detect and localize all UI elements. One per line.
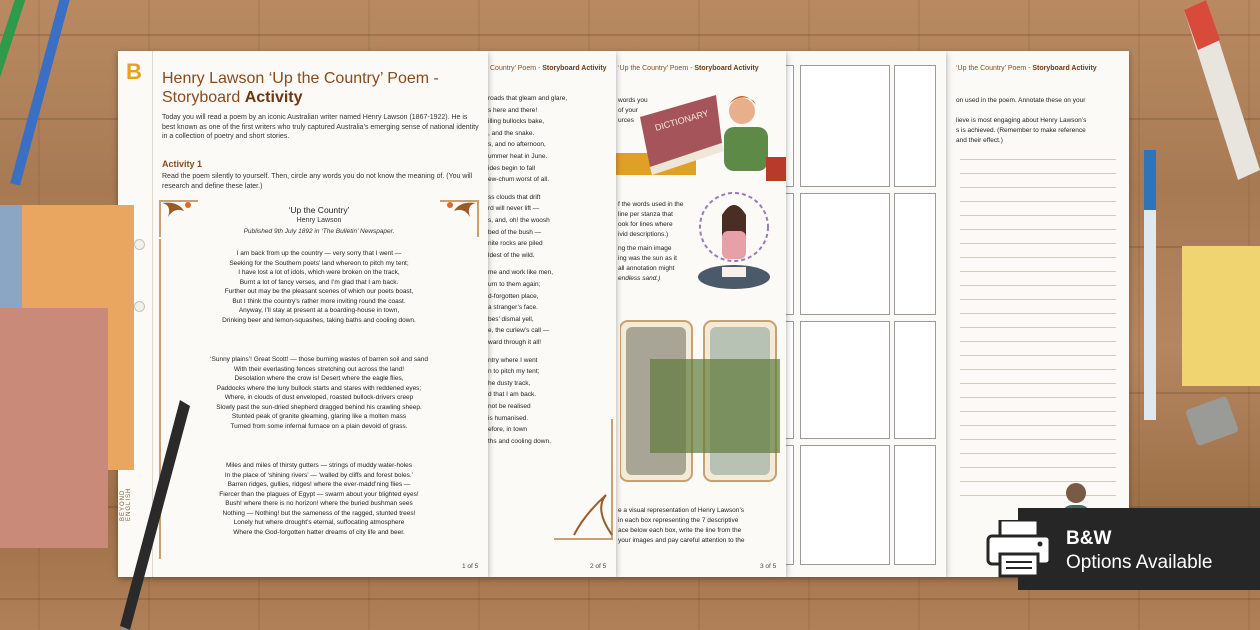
page-2 <box>488 51 616 577</box>
poem-line: ew-chum worst of all. <box>488 176 550 184</box>
poem-line: a stranger’s face. <box>488 304 538 312</box>
page-number: 2 of 5 <box>590 563 607 570</box>
storyboard-box <box>786 65 794 187</box>
poem-line: ldest of the wild. <box>488 251 535 259</box>
writing-line <box>960 313 1116 314</box>
writing-line <box>960 453 1116 454</box>
storyboard-box <box>800 193 890 315</box>
page-5 <box>946 51 1129 577</box>
storyboard-box <box>894 445 936 565</box>
instruction-line: ivid descriptions.) <box>618 231 669 238</box>
instruction-line: on used in the poem. Annotate these on your <box>956 97 1086 104</box>
poem-line: e, the curlew’s call — <box>488 327 550 335</box>
page-number: 1 of 5 <box>462 563 479 570</box>
poem-line: bed of the bush — <box>488 228 542 236</box>
poem-line: d-forgotten place, <box>488 292 539 300</box>
instruction-line: your images and pay careful attention to the <box>618 537 745 544</box>
storyboard-box <box>786 445 794 565</box>
poem-line: Anyway, I’ll stay at present at a boarding-house in town, <box>238 307 400 314</box>
poem-line: Nothing — Nothing! but the sameness of the ragged, stunted trees! <box>222 509 416 517</box>
writing-line <box>960 173 1116 174</box>
poem-line: efore, in town <box>488 426 528 434</box>
poem-line: Desolation where the crow is! Desert where the eagle flies, <box>234 375 404 382</box>
book-label: DICTIONARY <box>653 108 710 133</box>
poem-line: nite rocks are piled <box>488 240 543 248</box>
poem-line: Fiercer than the plagues of Egypt — swarm about your blighted eyes! <box>219 490 419 498</box>
instruction-line: ng the main image <box>618 245 672 252</box>
storyboard-box <box>894 65 936 187</box>
poem-line: not be realised <box>488 403 531 410</box>
page-title: Henry Lawson ‘Up the Country’ Poem - Storyboard Activity <box>162 70 439 106</box>
writing-line <box>960 383 1116 384</box>
binder-hole <box>134 301 145 312</box>
notebook-pink-illustration <box>0 308 108 548</box>
poem-line: Bush! where there is no horizon! where the buried bushman sees <box>225 500 413 507</box>
poem-line: ward through it all! <box>488 339 542 346</box>
brand-logo: B <box>126 59 142 84</box>
writing-line <box>960 257 1116 258</box>
instruction-line: ace below each box, write the line from the <box>618 527 742 534</box>
poem-line: Stunted peak of granite gleaming, glaring like a molten mass <box>231 413 407 420</box>
poem-line: is humanised. <box>488 414 529 422</box>
instruction-line: in each box representing the 7 descriptive <box>618 517 739 524</box>
poem-line: Where the God-forgotten hatter dreams of city life and beer. <box>233 528 405 536</box>
instruction-line: e a visual representation of Henry Lawson’s <box>618 507 744 514</box>
reading-girl-illustration <box>692 185 776 305</box>
poem-line: , and the snake. <box>488 129 535 137</box>
poem-line: roads that gleam and glare, <box>488 95 568 102</box>
poem-line: s, and, oh! the woosh <box>488 217 550 224</box>
writing-line <box>960 369 1116 370</box>
writing-line <box>960 327 1116 328</box>
ornament-corner-icon <box>554 419 616 545</box>
instruction-line: lieve is most engaging about Henry Lawson’s <box>956 117 1087 124</box>
instruction-line: urces <box>618 117 634 124</box>
storyboard-box <box>786 193 794 315</box>
sticky-note-illustration <box>1182 246 1260 386</box>
poem-line: s here and there! <box>488 106 538 114</box>
poem-line: Turned from some infernal furnace on a plain devoid of grass. <box>230 422 408 430</box>
instruction-line: ing was the sun as it <box>618 255 677 262</box>
poem-line: illing bullocks bake, <box>488 118 545 126</box>
brand-wordmark: BEYOND ENGLISH <box>120 487 132 521</box>
poem-line: ummer heat in June. <box>488 153 548 160</box>
writing-line <box>960 159 1116 160</box>
instruction-line: endless sand.) <box>618 275 661 282</box>
poem-stanza-3 <box>158 461 480 537</box>
binder-hole <box>134 239 145 250</box>
poem-line: ‘Sunny plains’! Great Scott! — those burning wastes of barren soil and sand <box>210 356 428 363</box>
wood-grain <box>0 34 1260 36</box>
poem-stanza-1 <box>158 249 480 325</box>
poem-line: Drinking beer and lemon-squashes, taking baths and cooling down. <box>222 316 416 324</box>
poem-line: d that I am back. <box>488 391 537 399</box>
poem-line: bes’ dismal yell, <box>488 315 534 323</box>
poem-line: urn to them again; <box>488 281 541 288</box>
poem-line: I have lost a lot of idols, which were broken on the track, <box>238 269 400 276</box>
poem-line: Lonely hut where drought’s eternal, suffocating atmosphere <box>233 519 405 526</box>
storyboard-box <box>894 193 936 315</box>
poem-stanza-2 <box>158 355 480 431</box>
writing-line <box>960 439 1116 440</box>
poem-author: Henry Lawson <box>296 217 342 224</box>
poem-line: ss clouds that drift <box>488 193 541 201</box>
storyboard-box <box>800 445 890 565</box>
poem-line: ides begin to fall <box>488 164 535 172</box>
intro-paragraph: Today you will read a poem by an iconic Australian writer named Henry Lawson (1867-1922). He is best known as one of the first writers who truly captured Australia’s emerging sense of national identity in a collection of poetry and short stories. <box>162 114 479 140</box>
page-header: ‘Up the Country’ Poem - Storyboard Activity <box>618 65 759 72</box>
badge-title: B&W <box>1066 528 1112 549</box>
poem-line: he dusty track, <box>488 379 531 387</box>
instruction-line: of your <box>618 107 638 114</box>
page-header: Country’ Poem - Storyboard Activity <box>490 65 607 72</box>
poem-line: Seeking for the Southern poets’ land whereon to pitch my tent; <box>229 259 409 267</box>
poem-line: ntry where I went <box>488 356 538 364</box>
colored-pencils-illustration <box>0 0 120 190</box>
writing-line <box>960 285 1116 286</box>
poem-line: me and work like men, <box>488 269 554 277</box>
writing-line <box>960 355 1116 356</box>
writing-line <box>960 271 1116 272</box>
blue-pen-illustration <box>1136 150 1166 430</box>
writing-line <box>960 243 1116 244</box>
writing-line <box>960 187 1116 188</box>
activity-instructions: Read the poem silently to yourself. Then, circle any words you do not know the meaning of. (You will research and define these later.) <box>162 173 473 190</box>
bw-options-badge <box>1018 508 1260 590</box>
poem-line: rd will never lift — <box>488 205 540 213</box>
instruction-line: f the words used in the <box>618 201 684 208</box>
storyboard-box <box>800 65 890 187</box>
writing-line <box>960 341 1116 342</box>
writing-line <box>960 299 1116 300</box>
pen-illustration <box>110 400 200 630</box>
instruction-line: words you <box>618 97 648 104</box>
storyboard-box <box>800 321 890 439</box>
poem-publication: Published 9th July 1892 in ‘The Bulletin’ Newspaper. <box>243 228 395 235</box>
poem-line: Where, in clouds of dust enveloped, roasted bullock-drivers creep <box>224 394 414 401</box>
poem-line: Miles and miles of thirsty gutters — strings of muddy water-holes <box>225 462 413 469</box>
page-number: 3 of 5 <box>760 563 777 570</box>
poem-line: Slowly past the sun-dried shepherd dragged behind his crawling sheep. <box>216 403 422 411</box>
writing-line <box>960 215 1116 216</box>
notebook-blue-illustration <box>0 205 22 315</box>
sharpener-illustration <box>1185 396 1239 447</box>
instruction-line: line per stanza that <box>618 211 673 218</box>
writing-line <box>960 467 1116 468</box>
storyboard-box <box>786 321 794 439</box>
writing-line <box>960 425 1116 426</box>
poem-line: In the place of ‘shining rivers’ — ‘walled by cliffs and forest boles.’ <box>224 471 414 479</box>
marker-illustration <box>1180 0 1260 200</box>
poem-line: With their everlasting fences stretching out across the land! <box>233 365 405 373</box>
poem-line: n to pitch my tent; <box>488 368 540 376</box>
writing-line <box>960 229 1116 230</box>
poem-line: I am back from up the country — very sorry that I went — <box>236 250 402 257</box>
instruction-line: s is achieved. (Remember to make reference <box>956 127 1086 134</box>
instruction-line: and their effect.) <box>956 137 1003 144</box>
storyboard-box <box>894 321 936 439</box>
dictionary-student-illustration <box>616 87 786 183</box>
instruction-line: all annotation might <box>618 265 675 272</box>
poem-line: Paddocks where the luny bullock starts and stares with reddened eyes; <box>216 384 422 392</box>
activity-heading: Activity 1 <box>162 159 203 169</box>
poem-line: Further out may be the pleasant scenes of which our poets boast, <box>224 288 414 295</box>
poem-line: But I think the country’s rather more inviting round the coast. <box>232 297 406 305</box>
page-3 <box>616 51 786 577</box>
storyboard-example-illustration <box>620 313 784 485</box>
writing-line <box>960 411 1116 412</box>
badge-subtitle: Options Available <box>1066 552 1213 573</box>
page-header: ‘Up the Country’ Poem - Storyboard Activity <box>956 65 1097 72</box>
poem-line: Burnt a lot of fancy verses, and I’m glad that I am back. <box>239 278 399 286</box>
poem-line: s, and no afternoon, <box>488 141 546 149</box>
poem-title: ‘Up the Country’ <box>288 205 350 215</box>
writing-line <box>960 201 1116 202</box>
poem-line: ths and cooling down. <box>488 437 551 445</box>
page-4 <box>786 51 946 577</box>
printer-icon <box>986 520 1052 578</box>
poem-frame <box>158 197 480 567</box>
writing-line <box>960 397 1116 398</box>
poem-line: Barren ridges, gullies, ridges! where the ever-madd’ning flies — <box>227 481 411 488</box>
instruction-line: ook for lines where <box>618 221 673 228</box>
